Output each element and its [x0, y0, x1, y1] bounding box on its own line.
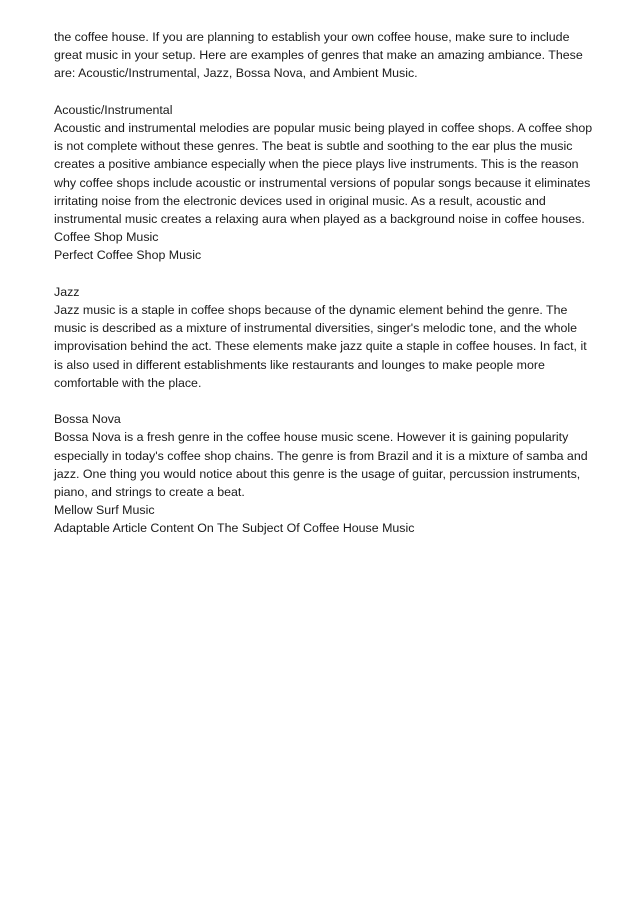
- link-coffee-shop-music: Coffee Shop Music: [54, 230, 159, 245]
- section-heading-bossa-nova: Bossa Nova: [54, 412, 121, 427]
- document-content: [54, 28, 594, 538]
- paragraph-gap: [54, 265, 594, 283]
- section-heading-jazz: Jazz: [54, 284, 80, 299]
- link-mellow-surf-music: Mellow Surf Music: [54, 503, 155, 518]
- paragraph-gap: [54, 83, 594, 101]
- link-adaptable-article-content: Adaptable Article Content On The Subject Of Coffee House Music: [54, 521, 415, 536]
- link-perfect-coffee-shop-music: Perfect Coffee Shop Music: [54, 248, 202, 263]
- intro-paragraph: the coffee house. If you are planning to establish your own coffee house, make sure to include great music in your setup. Here are examples of genres that make an amazing ambiance. These are: Acoustic/Instrumental, Jazz, Bossa Nova, and Ambient Music.: [54, 30, 583, 81]
- paragraph-gap: [54, 392, 594, 410]
- section-heading-acoustic: Acoustic/Instrumental: [54, 102, 173, 117]
- section-body-acoustic: Acoustic and instrumental melodies are popular music being played in coffee shops. A coffee shop is not complete without these genres. The beat is subtle and soothing to the ear plus the music creates a positive ambiance especially when the piece plays live instruments. This is the reason why coffee shops include acoustic or instrumental versions of popular songs because it eliminates irritating noise from the electronic devices used in original music. As a result, acoustic and instrumental music creates a relaxing aura when played as a background noise in coffee houses.: [54, 121, 593, 227]
- section-body-bossa-nova: Bossa Nova is a fresh genre in the coffee house music scene. However it is gaining popularity especially in today's coffee shop chains. The genre is from Brazil and it is a mixture of samba and jazz. One thing you would notice about this genre is the usage of guitar, percussion instruments, piano, and strings to create a beat.: [54, 430, 588, 500]
- section-body-jazz: Jazz music is a staple in coffee shops because of the dynamic element behind the genre. The music is described as a mixture of instrumental diversities, singer's melodic tone, and the whole improvisation behind the act. These elements make jazz quite a staple in coffee houses. In fact, it is also used in different establishments like restaurants and lounges to make people more comfortable with the place.: [54, 303, 587, 390]
